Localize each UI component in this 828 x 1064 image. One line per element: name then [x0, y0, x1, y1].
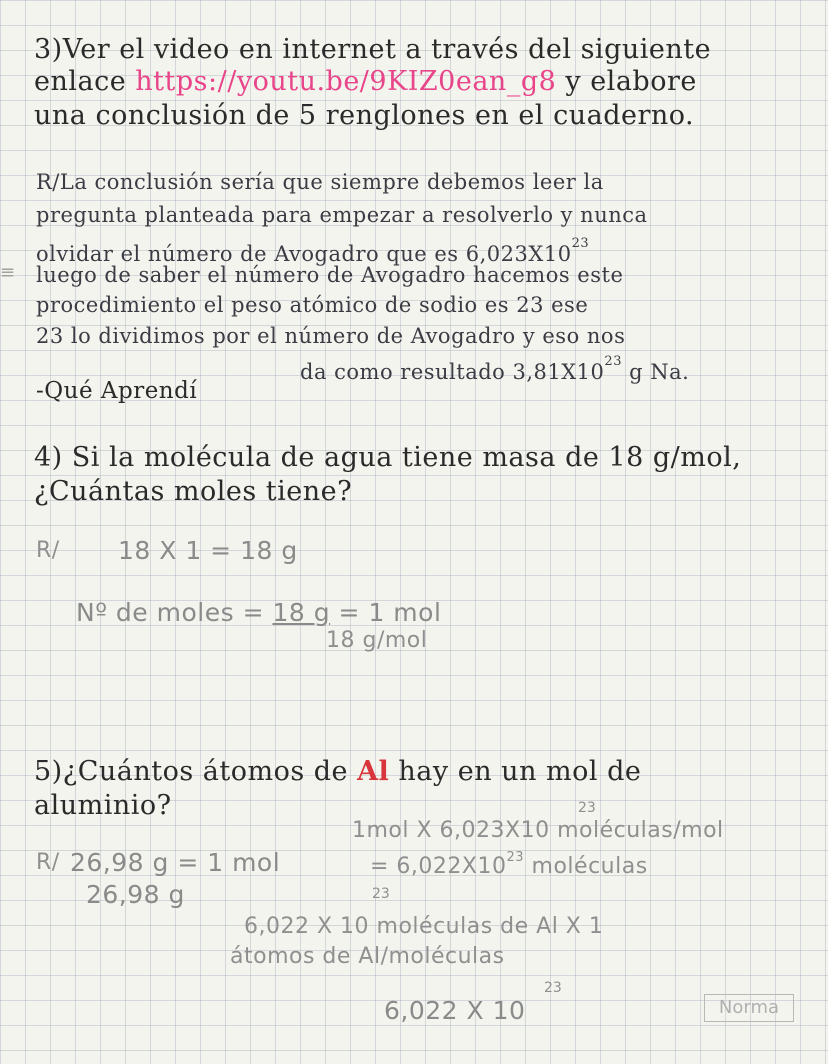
answer5-label: R/: [36, 850, 60, 875]
q3-line1: 3)Ver el video en internet a través del siguiente: [34, 34, 712, 65]
answer3-line1: R/La conclusión sería que siempre debemos leer la: [36, 170, 604, 194]
answer3-line7-end: g Na.: [621, 360, 690, 384]
answer4-label: R/: [36, 538, 60, 563]
video-link[interactable]: https://youtu.be/9KIZ0ean_g8: [135, 66, 557, 97]
answer5-r2-end: moléculas: [524, 854, 648, 879]
q5-line1-post: hay en un mol de: [389, 756, 642, 787]
answer5-left2: 26,98 g: [86, 880, 185, 909]
answer5-r4: átomos de Al/moléculas: [230, 944, 505, 969]
q4-line1: 4) Si la molécula de agua tiene masa de 18 g/mol,: [34, 442, 742, 473]
answer5-r2-text: = 6,022X10: [370, 854, 507, 879]
answer5-left1: 26,98 g = 1 mol: [70, 848, 281, 877]
answer4-eq2-pre: Nº de moles =: [76, 598, 273, 627]
answer3-line3: [36, 236, 828, 266]
q5-al: Al: [357, 756, 390, 787]
answer4-eq2-den: 18 g/mol: [326, 628, 428, 653]
q3-line2: [34, 66, 828, 97]
answer5-exp-b: 23: [372, 886, 390, 902]
answer3-line7-exp: 23: [604, 354, 622, 369]
q4-line2: ¿Cuántas moles tiene?: [34, 476, 353, 507]
answer4-eq2: [76, 598, 828, 627]
q3-line2-post: y elabore: [556, 66, 697, 97]
q3-line2-pre: enlace: [34, 66, 136, 97]
answer3-line2: pregunta planteada para empezar a resolverlo y nunca: [36, 203, 648, 227]
answer5-r3: 6,022 X 10 moléculas de Al X 1: [244, 914, 604, 939]
answer4-eq2-num: 18 g: [272, 598, 331, 627]
q3-line3: una conclusión de 5 renglones en el cuaderno.: [34, 100, 695, 131]
answer3-line6: 23 lo dividimos por el número de Avogadro y eso nos: [36, 324, 626, 348]
answer4-eq2-post: = 1 mol: [330, 598, 442, 627]
answer3-line7-text: da como resultado 3,81X10: [300, 360, 605, 384]
answer5-r2: [370, 850, 828, 879]
q5-line1: [34, 756, 828, 787]
answer5-exp-a: 23: [578, 800, 596, 816]
answer3-line3-text: olvidar el número de Avogadro que es 6,023X10: [36, 242, 572, 266]
q5-line1-pre: 5)¿Cuántos átomos de: [34, 756, 358, 787]
norma-logo: Norma: [704, 994, 794, 1022]
answer4-eq1: 18 X 1 = 18 g: [118, 536, 298, 565]
answer5-exp-c: 23: [544, 980, 562, 996]
answer5-r1: 1mol X 6,023X10 moléculas/mol: [352, 818, 724, 843]
answer3-line3-exp: 23: [571, 236, 590, 251]
answer3-line4: luego de saber el número de Avogadro hacemos este: [36, 263, 624, 287]
answer5-r5: 6,022 X 10: [384, 996, 526, 1025]
margin-mark: ≡: [0, 262, 16, 283]
learned-heading: -Qué Aprendí: [36, 378, 198, 404]
answer3-line5: procedimiento el peso atómico de sodio es 23 ese: [36, 293, 589, 317]
q5-line2: aluminio?: [34, 790, 172, 821]
answer5-r2-exp: 23: [506, 850, 525, 865]
